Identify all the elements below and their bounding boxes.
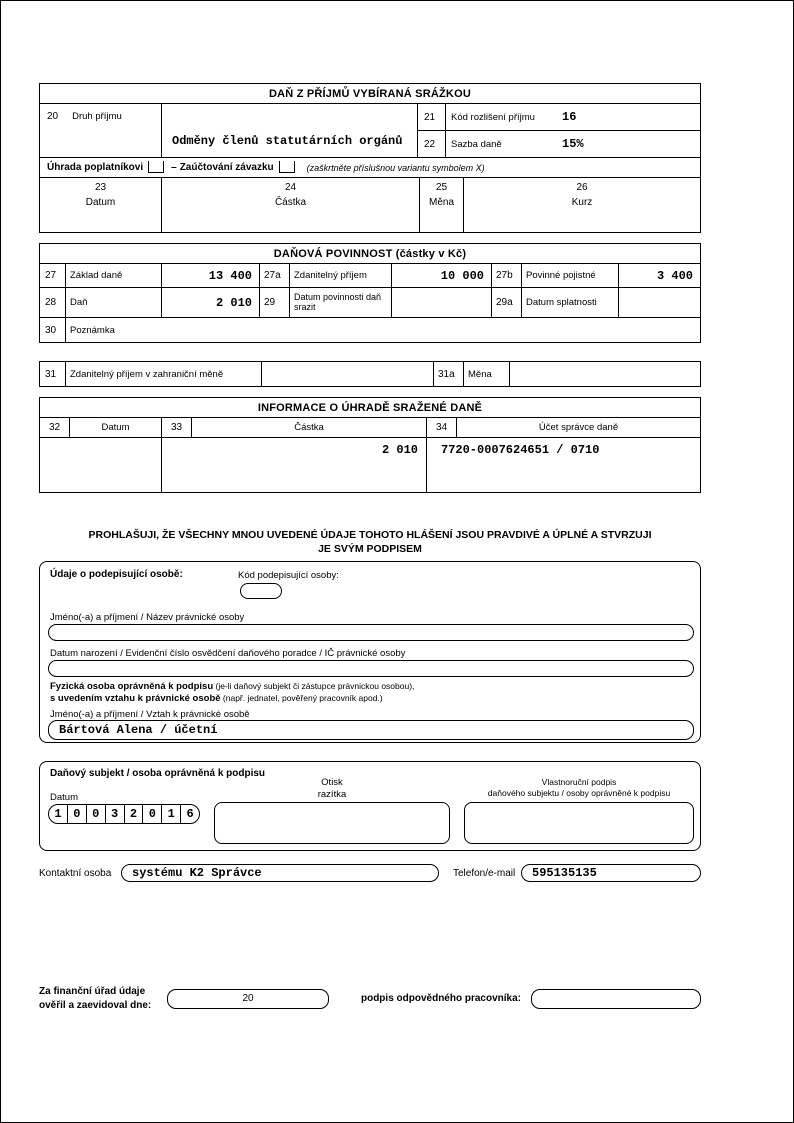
tax-row-28	[40, 288, 700, 318]
field-27a-label: Zdanitelný příjem	[290, 264, 392, 287]
tax-row-30	[40, 318, 700, 342]
signature-label: Vlastnoruční podpis daňového subjektu / osoby oprávněné k podpisu	[487, 777, 671, 799]
field-29a-number: 29a	[492, 288, 522, 317]
column-24-label: Částka	[274, 197, 307, 208]
mandatory-insurance-value: 3 400	[656, 268, 693, 283]
field-27-number: 27	[40, 264, 66, 287]
field-29a-label: Datum splatnosti	[522, 288, 619, 317]
tax-rate-value: 15%	[562, 137, 584, 151]
field-20-label: Druh příjmu	[72, 111, 122, 122]
payment-info-title: INFORMACE O ÚHRADĚ SRAŽENÉ DANĚ	[40, 398, 700, 418]
contact-person-label: Kontaktní osoba	[39, 867, 112, 879]
field-32-number: 32	[40, 418, 70, 437]
income-section-title: DAŇ Z PŘÍJMŮ VYBÍRANÁ SRÁŽKOU	[40, 84, 700, 104]
income-code-value: 16	[562, 110, 577, 124]
tax-office-account-value: 7720-0007624651 / 0710	[441, 443, 600, 457]
subject-date-label: Datum	[50, 792, 78, 803]
signer-box	[39, 561, 701, 743]
field-27-label: Základ daně	[66, 264, 162, 287]
field-33-label: Částka	[192, 418, 427, 437]
payment-info-value-row	[40, 438, 700, 492]
contact-row	[39, 863, 701, 883]
signature-box	[464, 802, 694, 844]
column-26-kurz	[464, 178, 700, 232]
field-21-value-cell	[554, 104, 700, 130]
foreign-currency-row	[40, 362, 700, 386]
signer-box-title: Údaje o podepisující osobě:	[50, 569, 183, 580]
field-28-label: Daň	[66, 288, 162, 317]
field-27b-number: 27b	[492, 264, 522, 287]
column-23-number: 23	[94, 182, 107, 193]
stamp-box	[214, 802, 450, 844]
date-digit-cell[interactable]: 0	[68, 805, 87, 823]
field-22-label: Sazba daně	[451, 138, 502, 150]
payment-variant-row	[40, 158, 700, 178]
tax-liability-title: DAŇOVÁ POVINNOST (částky v Kč)	[40, 244, 700, 264]
authorized-person-note	[50, 681, 414, 706]
column-25-label: Měna	[428, 197, 454, 208]
signer-relation-label: Jméno(-a) a příjmení / Vztah k právnické osobě	[50, 709, 250, 720]
official-signature-input[interactable]	[531, 989, 701, 1009]
stamp-label: Otisk razítka	[317, 777, 347, 800]
subject-date-input	[48, 804, 200, 824]
payment-info-header-row	[40, 418, 700, 438]
field-29-number: 29	[260, 288, 290, 317]
date-digit-cell[interactable]: 1	[49, 805, 68, 823]
office-verification-row	[39, 985, 701, 1012]
field-32-label: Datum	[70, 418, 162, 437]
variant-note: (zaškrtněte příslušnou variantu symbolem X)	[306, 162, 485, 173]
field-27a-value-cell	[392, 264, 492, 287]
signer-relation-value: Bártová Alena / účetní	[59, 723, 218, 737]
income-type-value-cell	[162, 104, 418, 157]
income-type-row	[40, 104, 700, 158]
signer-name-input[interactable]	[48, 624, 694, 641]
declaration-line-1: PROHLAŠUJI, ŽE VŠECHNY MNOU UVEDENÉ ÚDAJE TOHOTO HLÁŠENÍ JSOU PRAVDIVÉ A ÚPLNÉ A STVRZUJI	[88, 529, 652, 541]
payment-detail-columns	[40, 178, 700, 232]
field-22-row	[418, 131, 700, 157]
subject-box-title: Daňový subjekt / osoba oprávněná k podpisu	[50, 768, 266, 779]
contact-phone-label: Telefon/e-mail	[453, 867, 516, 879]
field-31a-number: 31a	[434, 362, 464, 386]
field-21-label: Kód rozlišení příjmu	[451, 111, 535, 123]
uhrada-checkbox[interactable]	[148, 161, 164, 173]
declaration-line-2: JE SVÝM PODPISEM	[318, 543, 422, 556]
tax-base-value: 13 400	[208, 268, 252, 283]
field-28-number: 28	[40, 288, 66, 317]
field-30-label: Poznámka	[70, 324, 115, 336]
field-27b-value-cell	[619, 264, 700, 287]
field-29-value-cell	[392, 288, 492, 317]
income-type-value: Odměny členů statutárních orgánů	[172, 134, 403, 148]
contact-person-value: systému K2 Správce	[132, 866, 262, 880]
taxable-income-value: 10 000	[440, 268, 484, 283]
signer-code-input[interactable]	[240, 583, 282, 599]
field-21-row	[418, 104, 700, 131]
column-24-castka	[162, 178, 420, 232]
payment-account-cell	[427, 438, 700, 492]
field-27-value-cell	[162, 264, 260, 287]
field-28-value-cell	[162, 288, 260, 317]
field-30-number: 30	[40, 318, 66, 342]
date-digit-cell[interactable]: 3	[106, 805, 125, 823]
field-20-label-cell	[40, 104, 162, 157]
field-29-label: Datum povinnosti daň srazit	[290, 288, 392, 317]
authorized-note-line-1: Fyzická osoba oprávněná k podpisu (je-li daňový subjekt či zástupce právnickou osobou),	[50, 681, 415, 692]
field-22-value-cell	[554, 131, 700, 157]
payment-date-cell	[40, 438, 162, 492]
payment-info-section	[39, 397, 701, 493]
declaration-text	[39, 528, 701, 556]
column-23-datum	[40, 178, 162, 232]
foreign-currency-section	[39, 361, 701, 387]
office-verification-label: Za finanční úřad údaje ověřil a zaevidoval dne:	[39, 986, 152, 1011]
official-signature-label: podpis odpovědného pracovníka:	[360, 993, 521, 1004]
signer-code-label: Kód podepisující osoby:	[238, 570, 339, 581]
field-20-number: 20	[47, 111, 59, 122]
column-25-number: 25	[435, 182, 448, 193]
contact-person-input[interactable]	[121, 864, 439, 882]
signer-relation-input[interactable]	[48, 720, 694, 740]
zauctovani-label: Zaúčtování závazku	[179, 162, 274, 173]
field-21-number: 21	[418, 104, 446, 130]
field-31a-label: Měna	[464, 362, 510, 386]
signer-birth-input[interactable]	[48, 660, 694, 677]
verification-date-value: 20	[242, 993, 254, 1004]
field-31-value-cell	[262, 362, 434, 386]
subject-box	[39, 761, 701, 851]
field-22-number: 22	[418, 131, 446, 157]
signer-name-label: Jméno(-a) a příjmení / Název právnické osoby	[50, 612, 245, 623]
field-31-label: Zdanitelný příjem v zahraniční měně	[66, 362, 262, 386]
authorized-note-line-2: s uvedením vztahu k právnické osobě (např. jednatel, pověřený pracovník apod.)	[50, 693, 383, 705]
field-34-label: Účet správce daně	[538, 422, 619, 433]
field-27b-label: Povinné pojistné	[522, 264, 619, 287]
tax-amount-value: 2 010	[215, 295, 252, 310]
column-26-number: 26	[576, 182, 588, 193]
date-digit-cell[interactable]: 6	[186, 807, 194, 821]
contact-phone-input[interactable]	[521, 864, 701, 882]
date-digit-cell[interactable]: 1	[162, 805, 181, 823]
income-section	[39, 83, 701, 233]
income-code-block	[418, 104, 700, 157]
field-34-number: 34	[427, 418, 457, 437]
date-digit-cell[interactable]: 0	[143, 805, 162, 823]
dash-separator: –	[171, 162, 177, 173]
uhrada-label: Úhrada poplatníkovi	[47, 162, 144, 173]
field-29a-value-cell	[619, 288, 700, 317]
field-27a-number: 27a	[260, 264, 290, 287]
column-24-number: 24	[284, 182, 297, 193]
field-31-number: 31	[40, 362, 66, 386]
column-25-mena	[420, 178, 464, 232]
date-digit-cell[interactable]: 0	[87, 805, 106, 823]
payment-amount-value: 2 010	[381, 443, 418, 457]
tax-row-27	[40, 264, 700, 288]
field-33-number: 33	[162, 418, 192, 437]
zauctovani-checkbox[interactable]	[279, 161, 295, 173]
signer-birth-label: Datum narození / Evidenční číslo osvědčení daňového poradce / IČ právnické osoby	[50, 648, 406, 659]
tax-liability-section	[39, 243, 701, 343]
verification-date-input[interactable]	[167, 989, 329, 1009]
column-23-label: Datum	[85, 197, 116, 208]
payment-amount-cell	[162, 438, 427, 492]
contact-phone-value: 595135135	[532, 866, 597, 880]
date-digit-cell[interactable]: 2	[125, 805, 144, 823]
column-26-label: Kurz	[571, 197, 593, 208]
field-31a-value-cell	[510, 362, 700, 386]
